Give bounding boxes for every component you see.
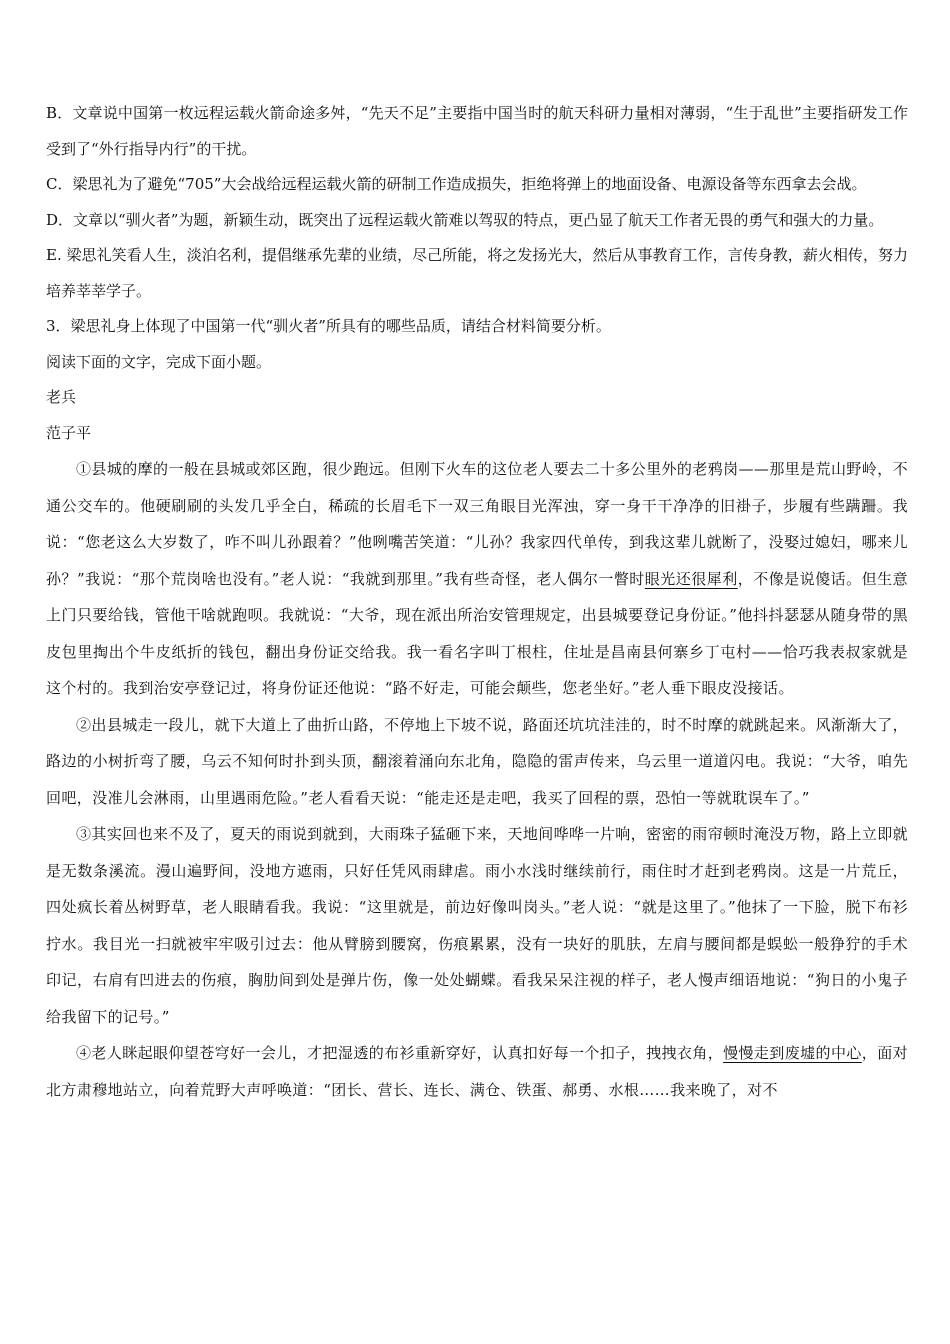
paragraph-1-text-b: ，不像是说傻话。但生意上门只要给钱，管他干啥就跑呗。我就说：“大爷，现在派出所治安管理规定，出县城要登记身份证。”他抖抖瑟瑟从随身带的黑皮包里掏出个牛皮纸折的钱包，翻出身份证交给我。我一看名字叫丁根柱，住址是昌南县何寨乡丁屯村——恰巧我表叔家就是这个村的。我到治安亭登记过，将身份证还他说：“路不好走，可能会颠些，您老坐好。”老人垂下眼皮没接话。 bbox=[46, 569, 908, 697]
story-author: 范子平 bbox=[46, 423, 92, 442]
paragraph-1-text-a: ①县城的摩的一般在县城或郊区跑，很少跑远。但刚下火车的这位老人要去二十多公里外的老鸦岗——那里是荒山野岭，不通公交车的。他硬刷刷的头发几乎全白，稀疏的长眉毛下一双三角眼目光浑浊，穿一身干干净净的旧褂子，步履有些蹒跚。我说：“您老这么大岁数了，咋不叫儿孙跟着？”他咧嘴苦笑道：“儿孙？我家四代单传，到我这辈儿就断了，没娶过媳妇，哪来儿孙？”我说：“那个荒岗啥也没有。”老人说：“我就到那里。”我有些奇怪，老人偶尔一瞥时 bbox=[46, 460, 908, 588]
paragraph-4-text-a: ④老人眯起眼仰望苍穹好一会儿，才把湿透的布衫重新穿好，认真扣好每一个扣子，拽拽衣角， bbox=[76, 1044, 724, 1062]
document-page bbox=[46, 96, 908, 1108]
option-d: D．文章以“驯火者”为题，新颖生动，既突出了远程运载火箭难以驾驭的特点，更凸显了航天工作者无畏的勇气和强大的力量。 bbox=[46, 210, 884, 229]
question-3: 3．梁思礼身上体现了中国第一代“驯火者”所具有的哪些品质，请结合材料简要分析。 bbox=[46, 317, 611, 335]
option-c: C．梁思礼为了避免“705”大会战给远程运载火箭的研制工作造成损失，拒绝将弹上的地面设备、电源设备等东西拿去会战。 bbox=[46, 175, 867, 193]
reading-instruction: 阅读下面的文字，完成下面小题。 bbox=[46, 352, 272, 371]
story-paragraph-4 bbox=[46, 1035, 908, 1108]
story-title: 老兵 bbox=[46, 388, 77, 406]
story-paragraph-3: ③其实回也来不及了，夏天的雨说到就到，大雨珠子猛砸下来，天地间哗哗一片响，密密的雨帘顿时淹没万物，路上立即就是无数条溪流。漫山遍野间，没地方遮雨，只好任凭风雨肆虐。雨小水浅时继续前行，雨住时才赶到老鸦岗。这是一片荒丘，四处疯长着丛树野草，老人眼睛看我。我说：“这里就是，前边好像叫岗头。”老人说：“就是这里了。”他抹了一下脸，脱下布衫拧水。我目光一扫就被牢牢吸引过去：他从臂膀到腰窝，伤痕累累，没有一块好的肌肤，左肩与腰间都是蜈蚣一般狰狞的手术印记，右肩有凹进去的伤痕，胸肋间到处是弹片伤，像一处处蝴蝶。看我呆呆注视的样子，老人慢声细语地说：“狗日的小鬼子给我留下的记号。” bbox=[46, 825, 908, 1026]
option-b: B．文章说中国第一枚远程运载火箭命途多舛，“先天不足”主要指中国当时的航天科研力量相对薄弱，“生于乱世”主要指研发工作受到了“外行指导内行”的干扰。 bbox=[46, 104, 908, 158]
story-paragraph-1 bbox=[46, 451, 908, 707]
story-paragraph-2: ②出县城走一段儿，就下大道上了曲折山路，不停地上下坡不说，路面还坑坑洼洼的，时不时摩的就跳起来。风渐渐大了，路边的小树折弯了腰，乌云不知何时扑到头顶，翻滚着涌向东北角，隐隐的雷声传来，乌云里一道道闪电。我说：“大爷，咱先回吧，没准儿会淋雨，山里遇雨危险。”老人看看天说：“能走还是走吧，我买了回程的票，恐怕一等就耽误车了。” bbox=[46, 715, 908, 807]
paragraph-4-text-b: ，面对北方肃穆地站立，向着荒野大声呼唤道：“团长、营长、连长、满仓、铁蛋、郝勇、水根……我来晚了，对不 bbox=[46, 1044, 908, 1099]
underlined-phrase-2: 慢慢走到废墟的中心 bbox=[723, 1044, 862, 1062]
underlined-phrase-1: 眼光还很犀利 bbox=[644, 569, 738, 588]
option-e: E. 梁思礼笑看人生，淡泊名利，提倡继承先辈的业绩，尽己所能，将之发扬光大，然后从事教育工作，言传身教，薪火相传，努力培养莘莘学子。 bbox=[46, 246, 908, 300]
